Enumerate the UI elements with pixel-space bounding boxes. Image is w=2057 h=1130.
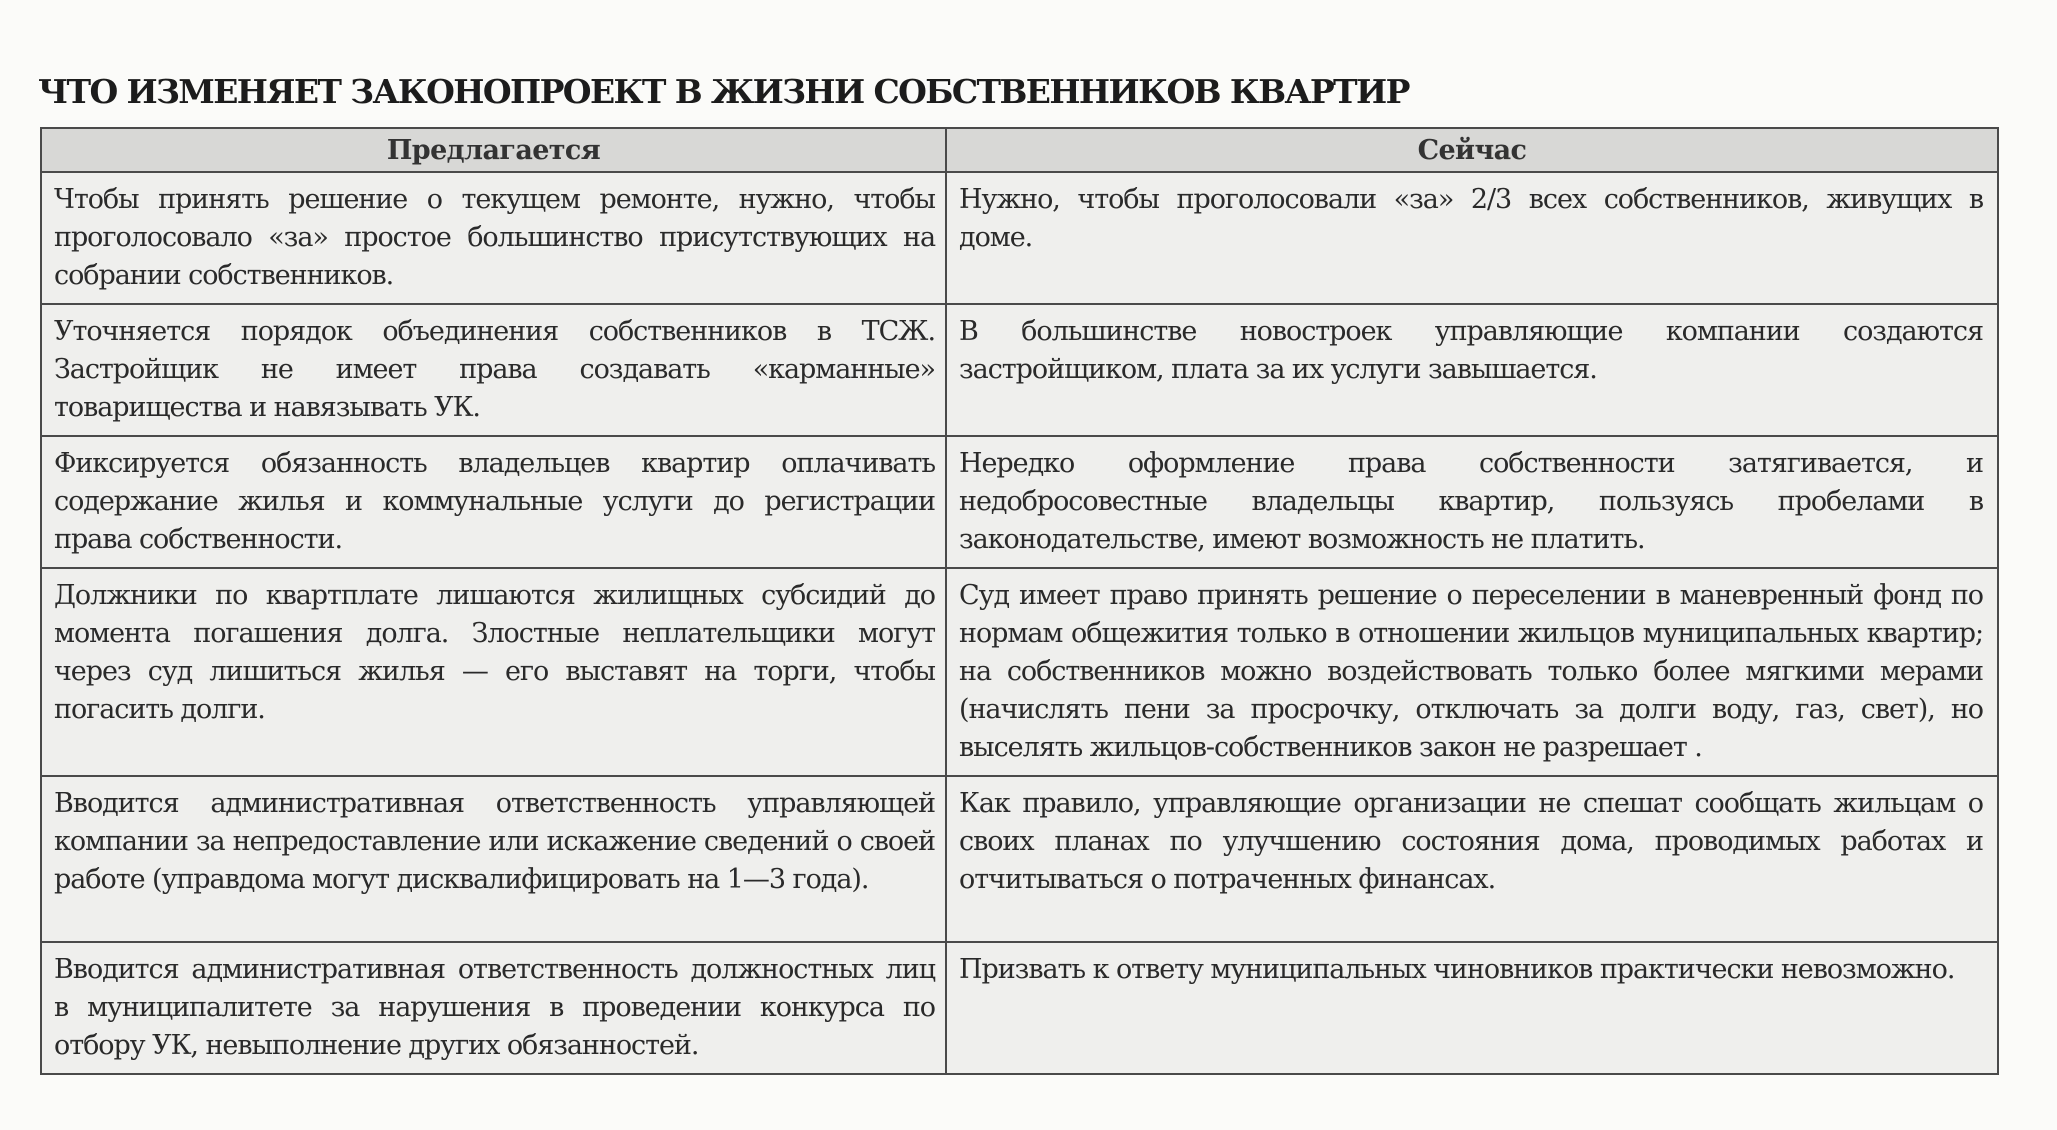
table-row	[41, 436, 1998, 568]
current-cell: Призвать к ответу муниципальных чиновников практически невозможно.	[946, 942, 1998, 1074]
table-row	[41, 304, 1998, 436]
proposed-cell: Чтобы принять решение о текущем ремонте, нужно, чтобы проголосовало «за» простое большинство присутствующих на собрании собственников.	[41, 172, 946, 304]
proposed-cell: Вводится административная ответственность должностных лиц в муниципалитете за нарушения в проведении конкурса по отбору УК, невыполнение других обязанностей.	[41, 942, 946, 1074]
page-title: ЧТО ИЗМЕНЯЕТ ЗАКОНОПРОЕКТ В ЖИЗНИ СОБСТВЕННИКОВ КВАРТИР	[38, 72, 1409, 111]
current-cell: Нужно, чтобы проголосовали «за» 2/3 всех собственников, живущих в доме.	[946, 172, 1998, 304]
current-cell: Как правило, управляющие организации не спешат сообщать жильцам о своих планах по улучшению состояния дома, проводимых работах и отчитываться о потраченных финансах.	[946, 776, 1998, 942]
proposed-cell: Вводится административная ответственность управляющей компании за непредоставление или искажение сведений о своей работе (управдома могут дисквалифицировать на 1—3 года).	[41, 776, 946, 942]
current-cell: В большинстве новостроек управляющие компании создаются застройщиком, плата за их услуги завышается.	[946, 304, 1998, 436]
current-cell: Суд имеет право принять решение о переселении в маневренный фонд по нормам общежития только в отношении жильцов муниципальных квартир; на собственников можно воздействовать только более мягкими мерами (начислять пени за просрочку, отключать за долги воду, газ, свет), но выселять жильцов-собственников закон не разрешает .	[946, 568, 1998, 776]
table-header-row	[41, 128, 1998, 172]
proposed-cell: Фиксируется обязанность владельцев квартир оплачивать содержание жилья и коммунальные услуги до регистрации права собственности.	[41, 436, 946, 568]
table-row	[41, 776, 1998, 942]
proposed-cell: Должники по квартплате лишаются жилищных субсидий до момента погашения долга. Злостные неплательщики могут через суд лишиться жилья — его выставят на торги, чтобы погасить долги.	[41, 568, 946, 776]
proposed-cell: Уточняется порядок объединения собственников в ТСЖ. Застройщик не имеет права создавать «карманные» товарищества и навязывать УК.	[41, 304, 946, 436]
comparison-table	[40, 127, 1999, 1075]
table-row	[41, 568, 1998, 776]
column-header-proposed: Предлагается	[41, 128, 946, 172]
column-header-current: Сейчас	[946, 128, 1998, 172]
current-cell: Нередко оформление права собственности затягивается, и недобросовестные владельцы квартир, пользуясь пробелами в законодательстве, имеют возможность не платить.	[946, 436, 1998, 568]
table-row	[41, 172, 1998, 304]
table-row	[41, 942, 1998, 1074]
